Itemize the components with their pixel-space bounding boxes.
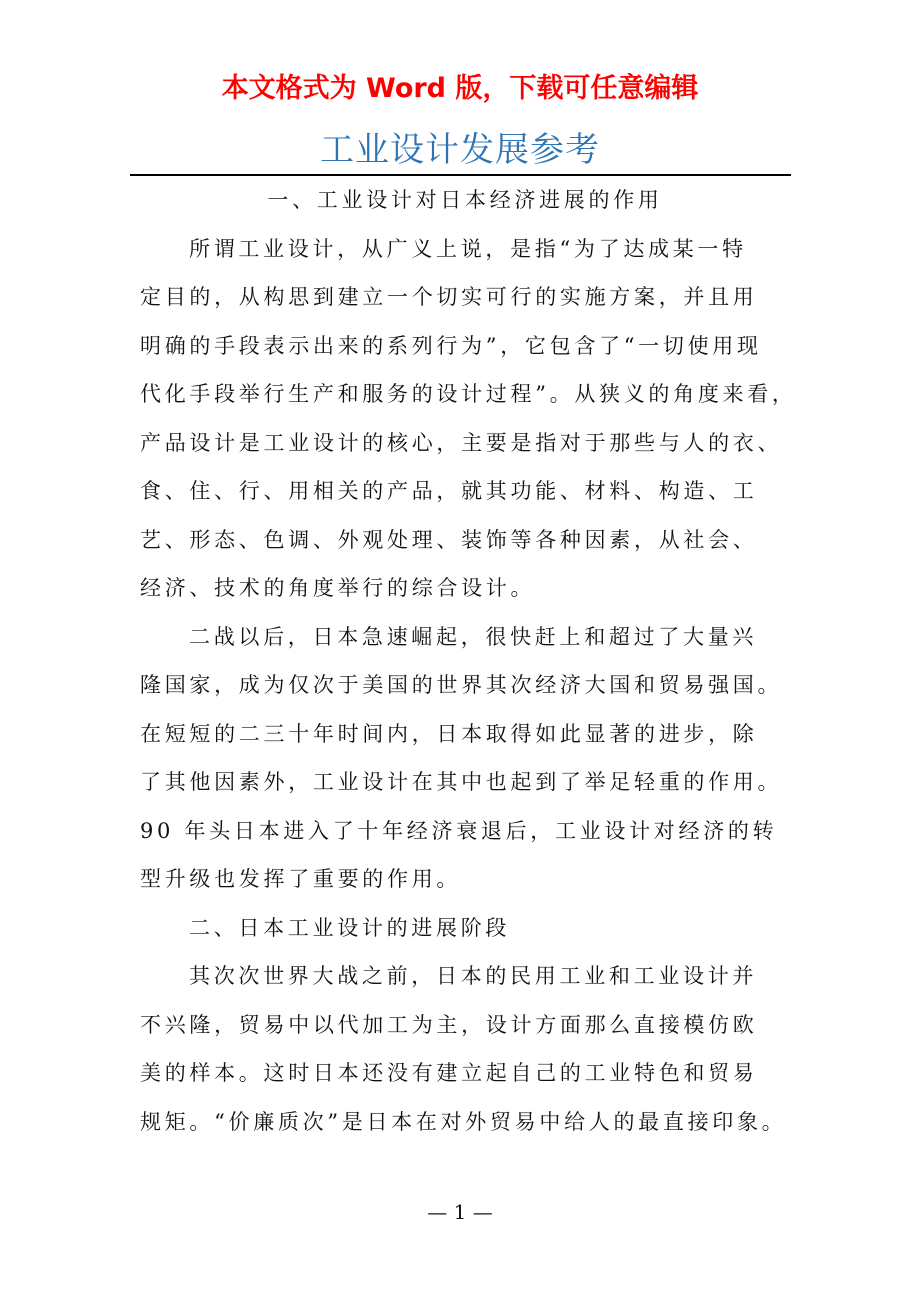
text-line: 产品设计是工业设计的核心，主要是指对于那些与人的衣、 — [140, 430, 783, 455]
document-body — [140, 182, 800, 1152]
text-line: 艺、形态、色调、外观处理、装饰等各种因素，从社会、 — [140, 527, 758, 552]
text-line: 二战以后，日本急速崛起，很快赶上和超过了大量兴 — [189, 624, 758, 649]
editable-notice-banner: 本文格式为 Word 版，下载可任意编辑 — [221, 73, 699, 104]
text-line: 所谓工业设计，从广义上说，是指“为了达成某一特 — [189, 236, 747, 261]
text-line: 二、日本工业设计的进展阶段 — [189, 915, 511, 940]
text-line: 定目的，从构思到建立一个切实可行的实施方案，并且用 — [140, 285, 758, 309]
text-line: 明确的手段表示出来的系列行为”，它包含了“一切使用现 — [140, 333, 762, 358]
document-title: 工业设计发展参考 — [320, 130, 600, 170]
text-line: 了其他因素外，工业设计在其中也起到了举足轻重的作用。 — [140, 770, 783, 794]
text-line: 美的样本。这时日本还没有建立起自己的工业特色和贸易 — [140, 1061, 758, 1085]
text-line: 其次次世界大战之前，日本的民用工业和工业设计并 — [189, 964, 758, 988]
text-line: 隆国家，成为仅次于美国的世界其次经济大国和贸易强国。 — [140, 673, 783, 697]
text-line: 食、住、行、用相关的产品，就其功能、材料、构造、工 — [140, 479, 758, 503]
text-line: 规矩。“价廉质次”是日本在对外贸易中给人的最直接印象。 — [140, 1109, 787, 1134]
text-line: 不兴隆，贸易中以代加工为主，设计方面那么直接模仿欧 — [140, 1012, 758, 1037]
title-divider — [130, 174, 791, 176]
text-line: 型升级也发挥了重要的作用。 — [140, 867, 462, 891]
text-line: 经济、技术的角度举行的综合设计。 — [140, 576, 536, 600]
text-line: 90 年头日本进入了十年经济衰退后，工业设计对经济的转 — [140, 818, 778, 843]
page-number: — 1 — — [427, 1200, 493, 1224]
text-line: 在短短的二三十年时间内，日本取得如此显著的进步，除 — [140, 721, 758, 746]
text-line: 代化手段举行生产和服务的设计过程”。从狭义的角度来看， — [140, 382, 797, 406]
text-line: 一、工业设计对日本经济进展的作用 — [267, 188, 663, 212]
